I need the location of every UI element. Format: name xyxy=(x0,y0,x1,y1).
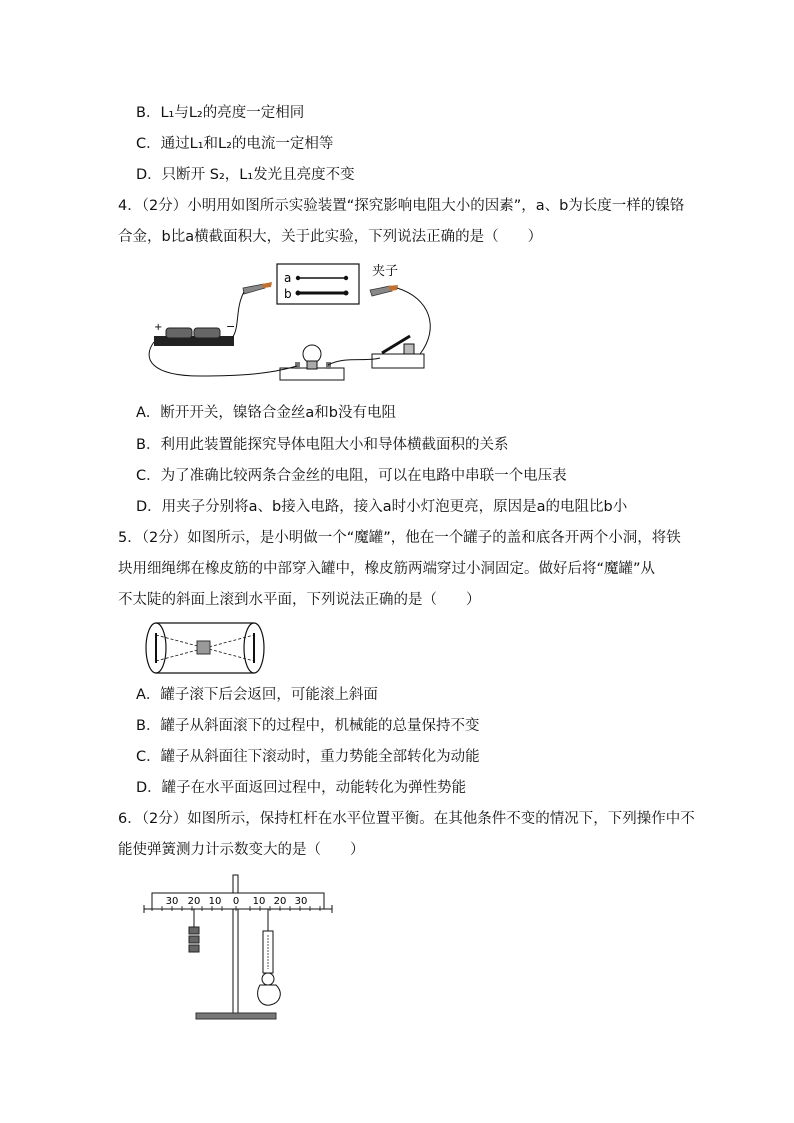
q5-stem-line-3: 不太陡的斜面上滚到水平面，下列说法正确的是（ ） xyxy=(118,592,481,608)
q6-lever-svg xyxy=(140,873,340,1025)
q4-circuit-svg xyxy=(140,258,440,388)
minus-sign: − xyxy=(226,320,236,333)
q5-stem-line-2: 块用细绳绑在橡皮筋的中部穿入罐中，橡皮筋两端穿过小洞固定。做好后将“魔罐”从 xyxy=(118,561,656,577)
label-a: a xyxy=(284,271,292,285)
q5-can-figure xyxy=(142,619,272,679)
weight xyxy=(189,927,199,934)
q3-option-d: D．只断开 S₂，L₁发光且亮度不变 xyxy=(136,167,355,183)
q4-option-b: B．利用此装置能探究导体电阻大小和导体横截面积的关系 xyxy=(136,437,509,453)
scale-label: 10 xyxy=(252,896,266,907)
q5-option-b: B．罐子从斜面滚下的过程中，机械能的总量保持不变 xyxy=(136,718,480,734)
battery-base xyxy=(154,336,234,346)
q4-option-a: A．断开开关，镍铬合金丝a和b没有电阻 xyxy=(136,405,397,421)
weight xyxy=(189,936,199,943)
q5-can-svg xyxy=(142,619,272,679)
q5-option-d: D．罐子在水平面返回过程中，动能转化为弹性势能 xyxy=(136,780,467,796)
q6-stem-line-2: 能使弹簧测力计示数变大的是（ ） xyxy=(118,842,365,858)
q6-lever-figure xyxy=(140,873,340,1025)
iron-block xyxy=(197,641,210,654)
hand xyxy=(258,985,281,1005)
left-clip xyxy=(243,284,265,294)
q5-option-c: C．罐子从斜面往下滚动时，重力势能全部转化为动能 xyxy=(136,749,480,765)
stand-base xyxy=(196,1013,276,1019)
scale-label: 0 xyxy=(232,896,240,907)
q3-option-c: C．通过L₁和L₂的电流一定相等 xyxy=(136,136,334,152)
label-clip: 夹子 xyxy=(372,264,399,279)
q4-stem-line-2: 合金，b比a横截面积大，关于此实验，下列说法正确的是（ ） xyxy=(118,229,543,245)
q5-option-a: A．罐子滚下后会返回，可能滚上斜面 xyxy=(136,687,378,703)
scale-label: 20 xyxy=(187,896,201,907)
label-b: b xyxy=(284,287,292,301)
scale-label: 30 xyxy=(294,896,308,907)
weight xyxy=(189,945,199,952)
lamp-base xyxy=(280,368,344,380)
plus-sign: + xyxy=(154,322,163,333)
q5-stem-line-1: 5．（2分）如图所示，是小明做一个“魔罐”，他在一个罐子的盖和底各开两个小洞，将铁 xyxy=(118,530,681,546)
q4-option-d: D．用夹子分别将a、b接入电路，接入a时小灯泡更亮，原因是a的电阻比b小 xyxy=(136,499,628,515)
scale-label: 10 xyxy=(208,896,222,907)
q3-option-b: B．L₁与L₂的亮度一定相同 xyxy=(136,105,305,121)
switch-base xyxy=(372,354,424,368)
scale-label: 30 xyxy=(165,896,179,907)
q4-stem-line-1: 4．（2分）小明用如图所示实验装置“探究影响电阻大小的因素”，a、b为长度一样的镍铬 xyxy=(118,198,685,214)
lamp-bulb xyxy=(303,345,321,363)
q4-circuit-figure xyxy=(140,258,440,388)
q4-option-c: C．为了准确比较两条合金丝的电阻，可以在电路中串联一个电压表 xyxy=(136,468,567,484)
scale-label: 20 xyxy=(273,896,287,907)
q6-stem-line-1: 6．（2分）如图所示，保持杠杆在水平位置平衡。在其他条件不变的情况下，下列操作中不 xyxy=(118,811,695,827)
